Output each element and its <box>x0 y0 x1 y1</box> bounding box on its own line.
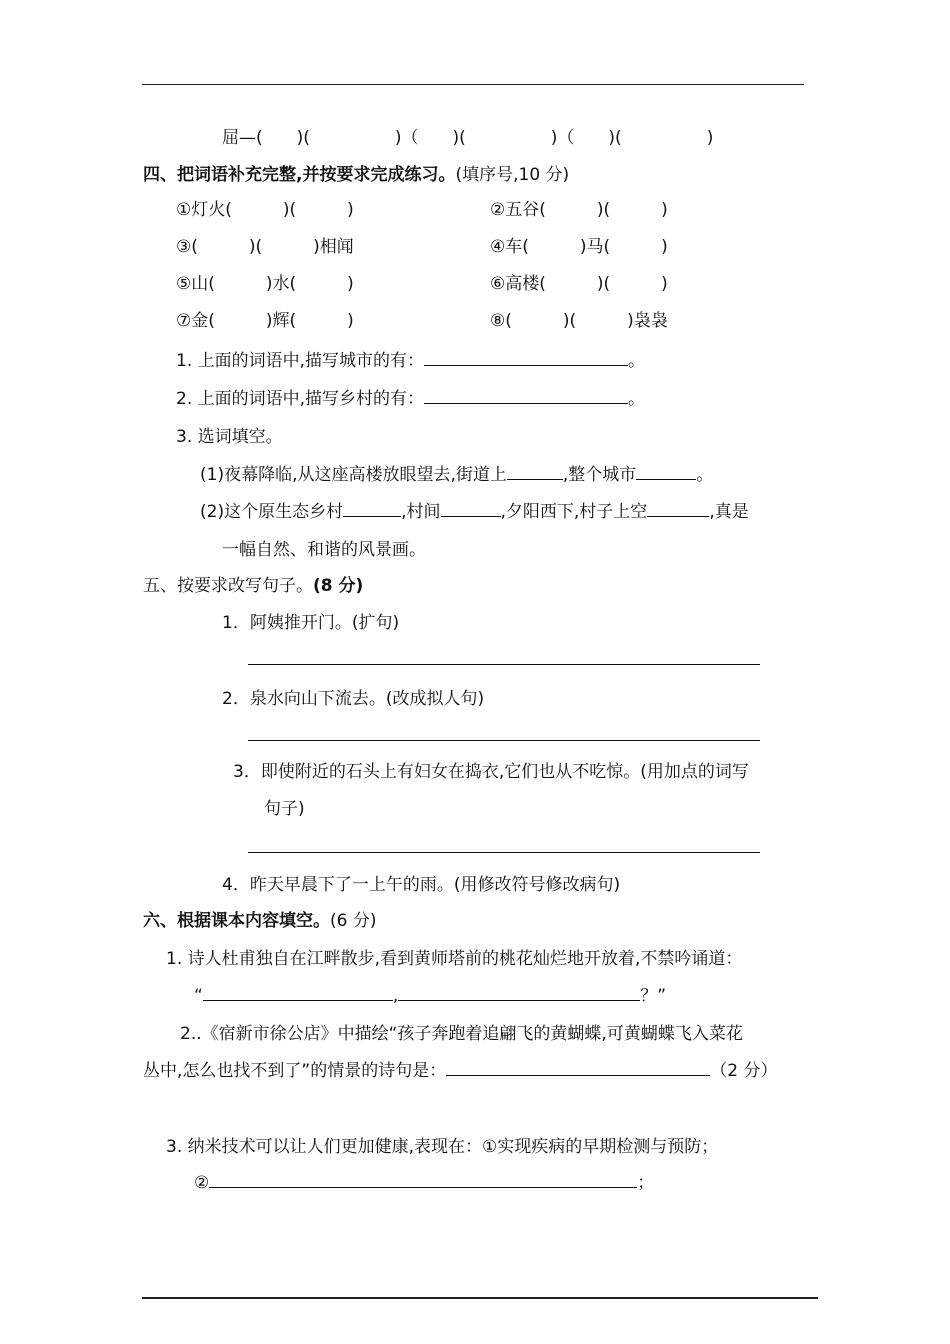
question-6-2-cont <box>143 1056 777 1081</box>
answer-blank[interactable] <box>343 498 401 517</box>
q432-text-d: ,真是 <box>709 502 749 522</box>
q432-text-b: ,村间 <box>401 502 441 522</box>
question-6-2-score: （2 分） <box>710 1061 778 1081</box>
answer-blank[interactable] <box>424 385 628 404</box>
question-6-2-text: 丛中,怎么也找不到了”的情景的诗句是： <box>143 1061 447 1081</box>
question-4-2-text: 2. 上面的词语中,描写乡村的有： <box>176 389 425 409</box>
word-item-7: ⑦金( )辉( ) <box>176 311 354 331</box>
word-item-8: ⑧( )( )袅袅 <box>490 311 668 331</box>
question-6-2: 2..《宿新市徐公店》中描绘“孩子奔跑着追翩飞的黄蝴蝶,可黄蝴蝶飞入菜花 <box>180 1024 743 1044</box>
section4-note: (填序号,10 分) <box>455 165 570 185</box>
answer-blank[interactable] <box>424 347 628 366</box>
question-4-1-end: 。 <box>628 351 646 371</box>
answer-blank[interactable] <box>209 1169 637 1188</box>
question-6-1: 1. 诗人杜甫独自在江畔散步,看到黄师塔前的桃花灿烂地开放着,不禁吟诵道： <box>166 949 743 969</box>
quote-open: “ <box>194 986 203 1006</box>
comma: , <box>392 986 399 1006</box>
section6-heading <box>143 906 376 931</box>
footer-rule <box>142 1297 818 1299</box>
answer-line-5-2[interactable] <box>248 722 760 741</box>
semicolon: ； <box>637 1173 655 1193</box>
q432-text-c: ,夕阳西下,村子上空 <box>500 502 648 522</box>
answer-blank[interactable] <box>441 498 501 517</box>
answer-blank[interactable] <box>398 982 640 1001</box>
question-4-3-2-cont: 一幅自然、和谐的风景画。 <box>222 540 426 560</box>
answer-blank[interactable] <box>507 461 563 480</box>
section5-score: (8 分) <box>313 576 364 596</box>
word-item-5: ⑤山( )水( ) <box>176 274 354 294</box>
answer-blank[interactable] <box>647 498 709 517</box>
word-item-3: ③( )( )相闻 <box>176 237 354 257</box>
answer-blank[interactable] <box>203 982 393 1001</box>
question-4-2-end: 。 <box>628 389 646 409</box>
question-4-3-1 <box>200 460 713 485</box>
question-6-3-answer <box>194 1168 654 1193</box>
word-item-2: ②五谷( )( ) <box>490 200 668 220</box>
question-5-3-cont: 句子) <box>264 799 305 819</box>
section4-title: 四、把词语补充完整,并按要求完成练习。 <box>143 165 456 185</box>
section6-score: (6 分) <box>330 911 377 931</box>
q431-text-b: ,整个城市 <box>562 465 637 485</box>
header-rule <box>142 84 804 85</box>
question-4-3: 3. 选词填空。 <box>176 427 283 447</box>
q431-text-a: (1)夜幕降临,从这座高楼放眼望去,街道上 <box>200 465 507 485</box>
question-6-3: 3. 纳米技术可以让人们更加健康,表现在：①实现疾病的早期检测与预防； <box>166 1137 719 1157</box>
question-6-1-answer <box>194 981 666 1006</box>
circled-two: ② <box>194 1173 210 1193</box>
question-5-4: 4．昨天早晨下了一上午的雨。(用修改符号修改病句) <box>222 875 621 895</box>
question-4-1 <box>176 346 645 371</box>
q432-text-a: (2)这个原生态乡村 <box>200 502 344 522</box>
q431-text-c: 。 <box>696 465 714 485</box>
word-item-4: ④车( )马( ) <box>490 237 668 257</box>
top-row: 屈—( )( )（ )( )（ )( ) <box>222 128 714 148</box>
section6-title: 六、根据课本内容填空。 <box>143 911 330 931</box>
question-4-2 <box>176 384 645 409</box>
answer-blank[interactable] <box>636 461 696 480</box>
word-item-6: ⑥高楼( )( ) <box>490 274 668 294</box>
answer-line-5-1[interactable] <box>248 646 760 665</box>
section4-heading <box>143 160 569 185</box>
question-4-1-text: 1. 上面的词语中,描写城市的有： <box>176 351 425 371</box>
question-5-2: 2．泉水向山下流去。(改成拟人句) <box>222 689 485 709</box>
section5-heading <box>143 571 363 596</box>
question-5-3: 3．即使附近的石头上有妇女在捣衣,它们也从不吃惊。(用加点的词写 <box>233 762 749 782</box>
answer-blank[interactable] <box>446 1057 710 1076</box>
question-5-1: 1．阿姨推开门。(扩句) <box>222 613 400 633</box>
section5-title: 五、按要求改写句子。 <box>143 576 313 596</box>
answer-line-5-3[interactable] <box>248 834 760 853</box>
question-4-3-2 <box>200 497 749 522</box>
word-item-1: ①灯火( )( ) <box>176 200 354 220</box>
quote-close: ？” <box>640 986 667 1006</box>
